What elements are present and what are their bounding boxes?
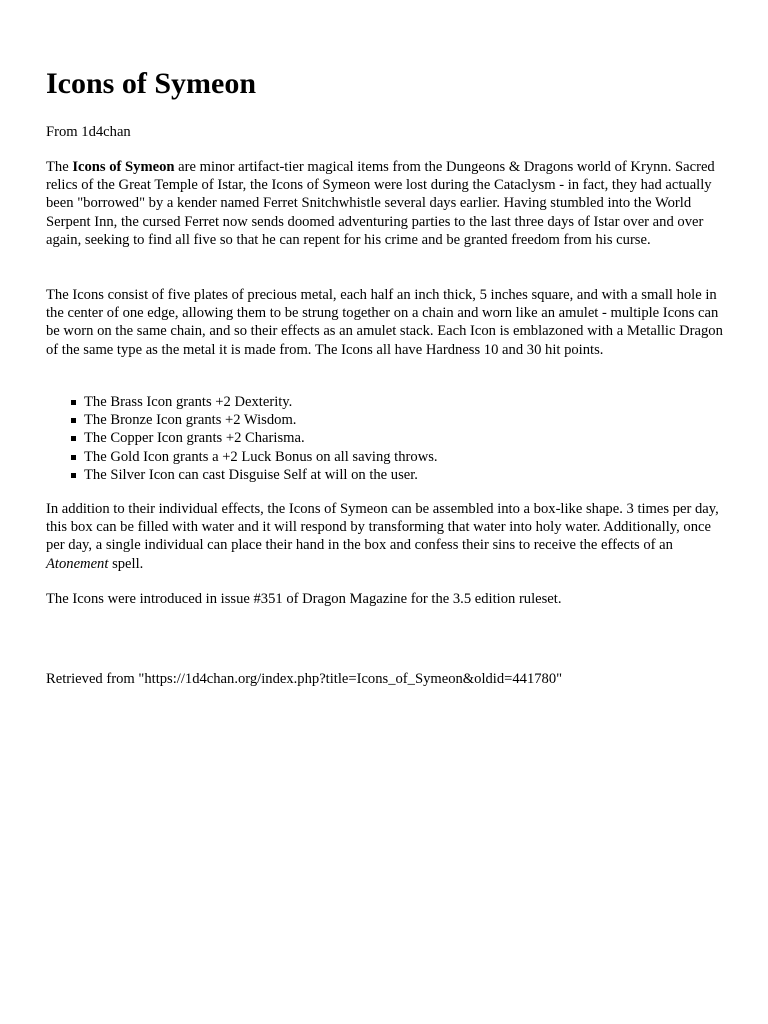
intro-text-rest: are minor artifact-tier magical items from the Dungeons & Dragons world of Krynn. Sacred relics of the Great Temple of Istar, the Icons of Symeon were lost during the Cataclysm - in fact, they had actually been "borrowed" by a kender named Ferret Snitchwhistle several days earlier. Having stumbled into the World Serpent Inn, the cursed Ferret now sends doomed adventuring parties to the last three days of Istar over and over again, seeking to find all five so that he can repent for his crime and be granted freedom from his curse. (46, 159, 715, 248)
bullet-icon (71, 473, 76, 478)
list-item (46, 466, 726, 484)
list-item (46, 448, 726, 466)
bullet-icon (71, 400, 76, 405)
list-item-text: The Silver Icon can cast Disguise Self at will on the user. (84, 466, 418, 483)
intro-bold-term: Icons of Symeon (72, 159, 175, 175)
list-item (46, 393, 726, 411)
bullet-icon (71, 418, 76, 423)
source-line: From 1d4chan (46, 124, 131, 140)
origin-paragraph: The Icons were introduced in issue #351 of Dragon Magazine for the 3.5 edition ruleset. (46, 591, 562, 607)
spell-name: Atonement (46, 555, 109, 572)
description-paragraph: The Icons consist of five plates of precious metal, each half an inch thick, 5 inches square, and with a small hole in the center of one edge, allowing them to be strung together on a chain and worn like an amulet - multiple Icons can be worn on the same chain, and so their effects as an amulet stack. Each Icon is emblazoned with a Metallic Dragon of the same type as the metal it is made from. The Icons all have Hardness 10 and 30 hit points. (46, 287, 723, 358)
intro-text-start: The (46, 159, 73, 175)
list-item-text: The Gold Icon grants a +2 Luck Bonus on all saving throws. (84, 448, 438, 465)
list-item-text: The Brass Icon grants +2 Dexterity. (84, 394, 293, 410)
assembly-text-start: In addition to their individual effects, the Icons of Symeon can be assembled into a box-like shape. 3 times per day, this box can be filled with water and it will respond by transforming that water into holy water. Additionally, once per day, a single individual can place their hand in the box and confess their sins to receive the effects of an (46, 501, 719, 554)
list-item (46, 411, 726, 429)
assembly-text-end: spell. (108, 555, 144, 572)
page-title: Icons of Symeon (46, 67, 257, 100)
list-item-text: The Bronze Icon grants +2 Wisdom. (84, 412, 297, 429)
list-item-text: The Copper Icon grants +2 Charisma. (84, 430, 305, 447)
assembly-paragraph (46, 500, 726, 573)
bullet-icon (71, 436, 76, 441)
intro-paragraph (46, 158, 726, 249)
icon-effects-list (46, 393, 726, 484)
bullet-icon (71, 455, 76, 460)
list-item (46, 429, 726, 447)
retrieved-from-line: Retrieved from "https://1d4chan.org/index.php?title=Icons_of_Symeon&oldid=441780" (46, 671, 563, 687)
